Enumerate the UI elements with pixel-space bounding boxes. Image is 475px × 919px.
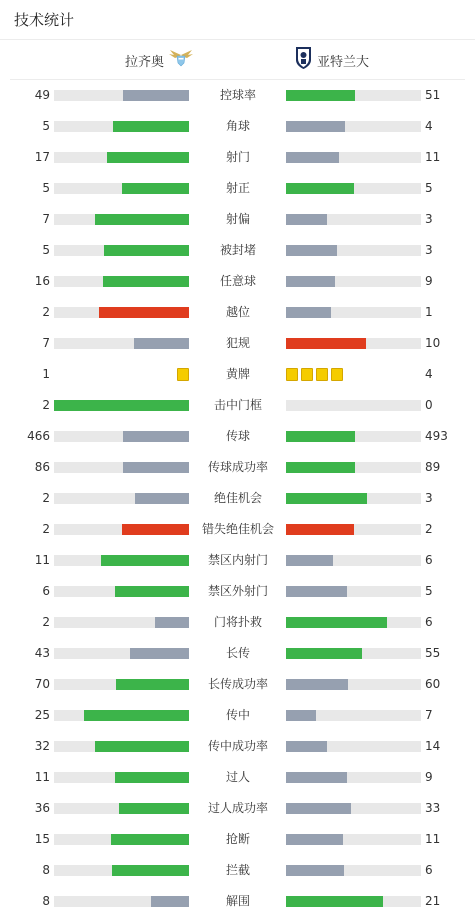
away-team[interactable] bbox=[295, 40, 369, 80]
away-value: 21 bbox=[425, 894, 441, 908]
stat-label: 传中成功率 bbox=[207, 739, 268, 753]
away-value: 1 bbox=[425, 305, 433, 319]
stat-label: 错失绝佳机会 bbox=[201, 522, 274, 536]
away-value: 6 bbox=[425, 863, 433, 877]
away-value: 10 bbox=[425, 336, 441, 350]
home-team[interactable] bbox=[125, 40, 194, 80]
away-value: 55 bbox=[425, 646, 441, 660]
home-bar-track bbox=[54, 245, 189, 256]
away-bar-track bbox=[286, 276, 421, 287]
home-value: 1 bbox=[42, 367, 50, 381]
away-value: 3 bbox=[425, 491, 433, 505]
away-value: 3 bbox=[425, 243, 433, 257]
stat-row bbox=[0, 452, 475, 483]
away-yellow-cards bbox=[286, 368, 343, 381]
away-bar-track bbox=[286, 710, 421, 721]
home-value: 15 bbox=[34, 832, 50, 846]
stat-label: 门将扑救 bbox=[213, 615, 262, 629]
home-bar-track bbox=[54, 121, 189, 132]
home-bar-track bbox=[54, 586, 189, 597]
yellow-card-icon bbox=[331, 368, 343, 381]
away-bar-fill bbox=[286, 338, 366, 349]
stat-row bbox=[0, 700, 475, 731]
atalanta-logo-icon bbox=[295, 46, 312, 74]
home-value: 2 bbox=[42, 522, 50, 536]
home-value: 2 bbox=[42, 491, 50, 505]
home-bar-track bbox=[54, 741, 189, 752]
stat-row bbox=[0, 638, 475, 669]
away-bar-track bbox=[286, 462, 421, 473]
stat-label: 过人成功率 bbox=[207, 801, 268, 815]
away-bar-fill bbox=[286, 493, 367, 504]
away-value: 9 bbox=[425, 770, 433, 784]
away-bar-fill bbox=[286, 183, 354, 194]
away-bar-fill bbox=[286, 834, 343, 845]
home-value: 6 bbox=[42, 584, 50, 598]
home-bar-track bbox=[54, 493, 189, 504]
home-bar-fill bbox=[134, 338, 189, 349]
stat-label: 角球 bbox=[225, 119, 250, 133]
stat-row bbox=[0, 80, 475, 111]
away-bar-track bbox=[286, 183, 421, 194]
stat-row bbox=[0, 793, 475, 824]
home-value: 2 bbox=[42, 398, 50, 412]
home-bar-track bbox=[54, 276, 189, 287]
home-value: 2 bbox=[42, 305, 50, 319]
away-bar-fill bbox=[286, 555, 333, 566]
home-value: 16 bbox=[34, 274, 50, 288]
away-bar-fill bbox=[286, 276, 335, 287]
home-value: 466 bbox=[27, 429, 50, 443]
home-bar-track bbox=[54, 183, 189, 194]
away-bar-track bbox=[286, 121, 421, 132]
home-bar-track bbox=[54, 338, 189, 349]
stat-label: 被封堵 bbox=[219, 243, 256, 257]
stat-label: 传中 bbox=[225, 708, 250, 722]
stat-label: 过人 bbox=[225, 770, 250, 784]
stat-row bbox=[0, 142, 475, 173]
away-bar-track bbox=[286, 493, 421, 504]
home-bar-track bbox=[54, 555, 189, 566]
home-bar-track bbox=[54, 803, 189, 814]
home-value: 49 bbox=[34, 88, 50, 102]
away-value: 0 bbox=[425, 398, 433, 412]
home-bar-fill bbox=[122, 524, 190, 535]
away-bar-fill bbox=[286, 586, 347, 597]
home-value: 25 bbox=[34, 708, 50, 722]
stat-label: 禁区内射门 bbox=[207, 553, 268, 567]
away-bar-track bbox=[286, 214, 421, 225]
away-bar-track bbox=[286, 617, 421, 628]
home-bar-track bbox=[54, 524, 189, 535]
home-bar-track bbox=[54, 152, 189, 163]
stat-row bbox=[0, 669, 475, 700]
away-team-name: 亚特兰大 bbox=[317, 54, 370, 70]
stat-label: 任意球 bbox=[219, 274, 256, 288]
away-bar-fill bbox=[286, 741, 327, 752]
away-bar-fill bbox=[286, 679, 348, 690]
home-value: 8 bbox=[42, 863, 50, 877]
away-bar-fill bbox=[286, 617, 387, 628]
home-value: 32 bbox=[34, 739, 50, 753]
away-bar-track bbox=[286, 865, 421, 876]
home-bar-track bbox=[54, 617, 189, 628]
away-value: 89 bbox=[425, 460, 441, 474]
stat-label: 击中门框 bbox=[213, 398, 262, 412]
stat-row bbox=[0, 266, 475, 297]
yellow-card-icon bbox=[177, 368, 189, 381]
away-bar-track bbox=[286, 679, 421, 690]
stat-row bbox=[0, 328, 475, 359]
stat-label: 射门 bbox=[225, 150, 250, 164]
home-value: 7 bbox=[42, 212, 50, 226]
stat-row bbox=[0, 824, 475, 855]
home-bar-fill bbox=[151, 896, 189, 907]
stat-label: 黄牌 bbox=[225, 367, 250, 381]
home-bar-fill bbox=[104, 245, 189, 256]
home-bar-fill bbox=[95, 214, 190, 225]
home-bar-track bbox=[54, 462, 189, 473]
away-bar-track bbox=[286, 803, 421, 814]
home-bar-track bbox=[54, 90, 189, 101]
away-bar-track bbox=[286, 555, 421, 566]
home-bar-track bbox=[54, 679, 189, 690]
home-bar-track bbox=[54, 431, 189, 442]
stat-row bbox=[0, 762, 475, 793]
home-bar-fill bbox=[95, 741, 190, 752]
stat-label: 射偏 bbox=[225, 212, 250, 226]
home-bar-fill bbox=[107, 152, 189, 163]
home-value: 7 bbox=[42, 336, 50, 350]
stat-label: 禁区外射门 bbox=[207, 584, 268, 598]
away-bar-track bbox=[286, 245, 421, 256]
stat-label: 传球 bbox=[225, 429, 250, 443]
stat-row bbox=[0, 111, 475, 142]
stat-row bbox=[0, 173, 475, 204]
stats-list bbox=[0, 80, 475, 917]
home-value: 8 bbox=[42, 894, 50, 908]
away-bar-fill bbox=[286, 245, 337, 256]
stat-row bbox=[0, 421, 475, 452]
teams-header bbox=[10, 40, 465, 80]
away-value: 7 bbox=[425, 708, 433, 722]
home-bar-track bbox=[54, 307, 189, 318]
away-bar-track bbox=[286, 400, 421, 411]
away-bar-fill bbox=[286, 431, 355, 442]
away-value: 2 bbox=[425, 522, 433, 536]
yellow-card-icon bbox=[286, 368, 298, 381]
home-value: 2 bbox=[42, 615, 50, 629]
away-bar-track bbox=[286, 431, 421, 442]
home-value: 11 bbox=[34, 770, 50, 784]
away-value: 14 bbox=[425, 739, 441, 753]
away-value: 5 bbox=[425, 181, 433, 195]
away-value: 11 bbox=[425, 832, 441, 846]
away-value: 4 bbox=[425, 367, 433, 381]
home-bar-fill bbox=[155, 617, 189, 628]
home-bar-fill bbox=[115, 772, 189, 783]
away-bar-fill bbox=[286, 214, 327, 225]
home-value: 11 bbox=[34, 553, 50, 567]
page-title: 技术统计 bbox=[14, 11, 75, 29]
stat-label: 拦截 bbox=[225, 863, 250, 877]
home-bar-track bbox=[54, 214, 189, 225]
away-bar-track bbox=[286, 772, 421, 783]
stat-row bbox=[0, 886, 475, 917]
away-bar-fill bbox=[286, 865, 344, 876]
home-team-name: 拉齐奥 bbox=[125, 54, 165, 70]
home-bar-fill bbox=[122, 183, 190, 194]
home-value: 43 bbox=[34, 646, 50, 660]
away-value: 5 bbox=[425, 584, 433, 598]
stat-label: 长传 bbox=[225, 646, 250, 660]
yellow-card-icon bbox=[301, 368, 313, 381]
stat-label: 解围 bbox=[225, 894, 250, 908]
away-bar-track bbox=[286, 524, 421, 535]
away-value: 33 bbox=[425, 801, 441, 815]
away-bar-track bbox=[286, 307, 421, 318]
home-bar-fill bbox=[54, 400, 189, 411]
away-bar-track bbox=[286, 896, 421, 907]
stat-row bbox=[0, 607, 475, 638]
yellow-card-icon bbox=[316, 368, 328, 381]
away-value: 11 bbox=[425, 150, 441, 164]
away-bar-track bbox=[286, 648, 421, 659]
stat-row bbox=[0, 483, 475, 514]
stat-label: 射正 bbox=[225, 181, 250, 195]
home-value: 5 bbox=[42, 243, 50, 257]
away-bar-track bbox=[286, 338, 421, 349]
home-bar-track bbox=[54, 896, 189, 907]
stat-row bbox=[0, 359, 475, 390]
away-bar-fill bbox=[286, 524, 354, 535]
home-bar-track bbox=[54, 772, 189, 783]
away-bar-track bbox=[286, 586, 421, 597]
home-bar-track bbox=[54, 710, 189, 721]
away-bar-fill bbox=[286, 152, 339, 163]
home-bar-track bbox=[54, 648, 189, 659]
away-value: 51 bbox=[425, 88, 441, 102]
header bbox=[0, 0, 475, 40]
home-bar-fill bbox=[84, 710, 189, 721]
away-value: 60 bbox=[425, 677, 441, 691]
away-bar-fill bbox=[286, 772, 347, 783]
stat-label: 犯规 bbox=[225, 336, 250, 350]
home-bar-track bbox=[54, 834, 189, 845]
home-bar-fill bbox=[111, 834, 189, 845]
stat-row bbox=[0, 731, 475, 762]
away-bar-track bbox=[286, 152, 421, 163]
away-value: 4 bbox=[425, 119, 433, 133]
away-bar-fill bbox=[286, 462, 355, 473]
home-bar-fill bbox=[113, 121, 189, 132]
home-value: 70 bbox=[34, 677, 50, 691]
home-bar-fill bbox=[135, 493, 189, 504]
stat-row bbox=[0, 855, 475, 886]
home-bar-fill bbox=[123, 431, 189, 442]
stat-label: 抢断 bbox=[225, 832, 250, 846]
stat-row bbox=[0, 545, 475, 576]
away-bar-fill bbox=[286, 307, 331, 318]
away-bar-fill bbox=[286, 648, 362, 659]
away-bar-fill bbox=[286, 90, 355, 101]
stat-label: 越位 bbox=[225, 305, 250, 319]
home-bar-track bbox=[54, 865, 189, 876]
home-value: 36 bbox=[34, 801, 50, 815]
home-value: 5 bbox=[42, 181, 50, 195]
away-value: 6 bbox=[425, 615, 433, 629]
home-bar-fill bbox=[115, 586, 189, 597]
stat-label: 传球成功率 bbox=[207, 460, 268, 474]
away-bar-track bbox=[286, 741, 421, 752]
away-bar-fill bbox=[286, 121, 345, 132]
home-bar-fill bbox=[112, 865, 189, 876]
home-bar-fill bbox=[123, 90, 189, 101]
lazio-eagle-icon bbox=[168, 48, 194, 72]
away-bar-track bbox=[286, 90, 421, 101]
away-value: 493 bbox=[425, 429, 448, 443]
home-bar-fill bbox=[119, 803, 189, 814]
home-bar-fill bbox=[99, 307, 189, 318]
stat-row bbox=[0, 235, 475, 266]
home-bar-fill bbox=[130, 648, 189, 659]
away-bar-fill bbox=[286, 803, 351, 814]
home-value: 17 bbox=[34, 150, 50, 164]
home-bar-fill bbox=[101, 555, 189, 566]
home-value: 86 bbox=[34, 460, 50, 474]
home-bar-fill bbox=[116, 679, 189, 690]
away-value: 6 bbox=[425, 553, 433, 567]
home-yellow-cards bbox=[177, 368, 189, 381]
stat-row bbox=[0, 297, 475, 328]
stat-row bbox=[0, 576, 475, 607]
stat-label: 控球率 bbox=[219, 88, 256, 102]
home-bar-track bbox=[54, 400, 189, 411]
away-bar-fill bbox=[286, 710, 316, 721]
stat-label: 长传成功率 bbox=[207, 677, 268, 691]
home-bar-fill bbox=[103, 276, 189, 287]
away-value: 3 bbox=[425, 212, 433, 226]
stat-row bbox=[0, 204, 475, 235]
stat-label: 绝佳机会 bbox=[213, 491, 262, 505]
home-value: 5 bbox=[42, 119, 50, 133]
away-value: 9 bbox=[425, 274, 433, 288]
home-bar-fill bbox=[123, 462, 189, 473]
away-bar-track bbox=[286, 834, 421, 845]
stat-row bbox=[0, 514, 475, 545]
away-bar-fill bbox=[286, 896, 383, 907]
stat-row bbox=[0, 390, 475, 421]
